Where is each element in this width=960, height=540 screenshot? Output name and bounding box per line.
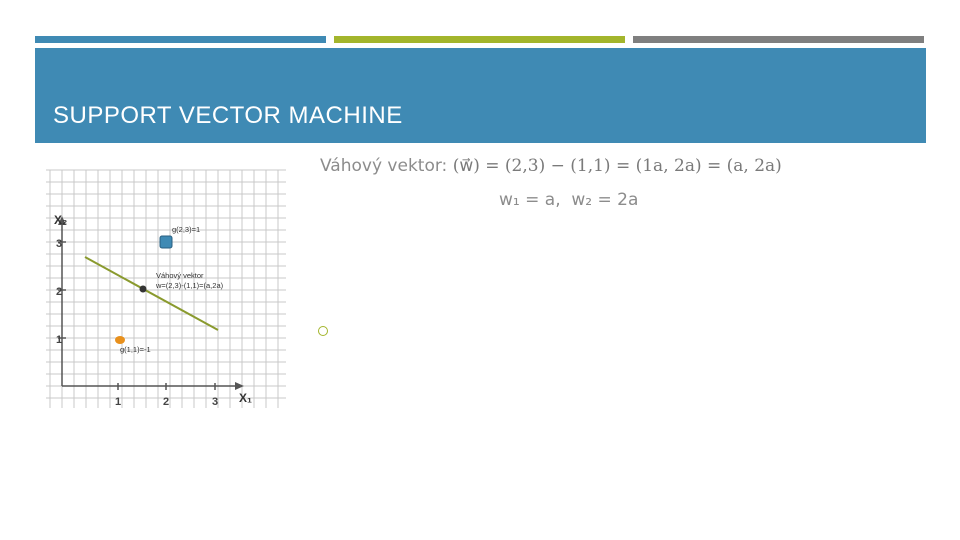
negative-point-label: g(1,1)=-1 — [120, 345, 151, 354]
w2-text: w₂ = 2a — [571, 190, 639, 210]
accent-stripe-green — [334, 36, 625, 43]
w1-text: w₁ = a, — [499, 190, 561, 210]
x-axis-label: X₁ — [239, 391, 252, 405]
x-tick-label: 2 — [163, 396, 170, 408]
negative-point — [115, 336, 125, 344]
y-tick-label: 3 — [56, 238, 63, 250]
svm-diagram — [44, 168, 288, 410]
empty-bullet-icon — [318, 326, 328, 336]
formula-label: Váhový vektor: — [320, 156, 448, 176]
weight-vector-formula — [320, 156, 782, 176]
slide-title: SUPPORT VECTOR MACHINE — [53, 102, 403, 129]
weight-components — [499, 190, 638, 210]
accent-stripe-blue — [35, 36, 326, 43]
y-axis-label: X₂ — [54, 213, 68, 227]
accent-stripe-gray — [633, 36, 924, 43]
formula-math: (w⃗) = (2,3) − (1,1) = (1a, 2a) = (a, 2a) — [452, 156, 782, 176]
annotation-line2: w=(2,3)-(1,1)=(a,2a) — [156, 281, 224, 290]
y-tick-label: 1 — [56, 334, 63, 346]
positive-point — [160, 236, 172, 248]
x-tick-label: 1 — [115, 396, 122, 408]
midpoint-marker — [140, 286, 147, 293]
x-tick-label: 3 — [212, 396, 219, 408]
annotation-line1: Váhový vektor — [156, 271, 204, 280]
positive-point-label: g(2,3)=1 — [172, 225, 201, 234]
y-tick-label: 2 — [56, 286, 63, 298]
